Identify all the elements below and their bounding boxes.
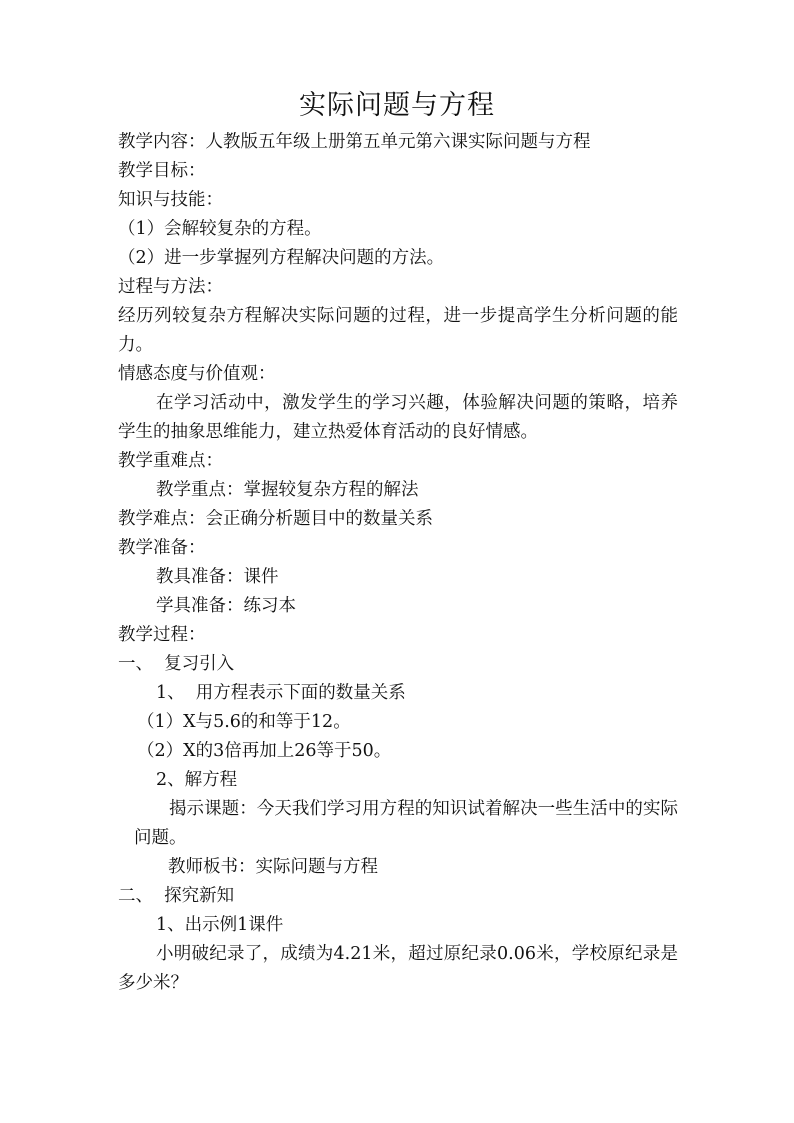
knowledge-skills-heading: 知识与技能： [118, 190, 223, 210]
document-title: 实际问题与方程 [299, 90, 495, 121]
example-item-1: 1、出示例1课件 [156, 915, 284, 935]
teaching-key-point: 教学重点：掌握较复杂方程的解法 [156, 480, 419, 500]
review-item-2: 2、解方程 [156, 770, 238, 790]
review-subitem-1: （1）X与5.6的和等于12。 [137, 712, 351, 732]
attitude-values-heading: 情感态度与价值观： [118, 364, 276, 384]
teaching-content-line: 教学内容：人教版五年级上册第五单元第六课实际问题与方程 [118, 132, 591, 152]
key-difficult-heading: 教学重难点： [118, 451, 223, 471]
example-problem-paragraph: 小明破纪录了，成绩为4.21米，超过原纪录0.06米，学校原纪录是多少米？ [118, 944, 678, 993]
skill-item-1: （1）会解较复杂的方程。 [118, 219, 322, 239]
process-method-heading: 过程与方法： [118, 277, 223, 297]
section-one-heading: 一、 复习引入 [118, 654, 235, 674]
board-writing-line: 教师板书：实际问题与方程 [168, 857, 378, 877]
process-method-paragraph: 经历列较复杂方程解决实际问题的过程，进一步提高学生分析问题的能力。 [118, 306, 678, 355]
review-subitem-2: （2）X的3倍再加上26等于50。 [137, 741, 392, 761]
teaching-goals-heading: 教学目标： [118, 161, 206, 181]
teaching-process-heading: 教学过程： [118, 625, 206, 645]
reveal-topic-paragraph: 揭示课题：今天我们学习用方程的知识试着解决一些生活中的实际问题。 [134, 799, 678, 848]
attitude-values-paragraph: 在学习活动中，激发学生的学习兴趣，体验解决问题的策略，培养学生的抽象思维能力，建立热爱体育活动的良好情感。 [118, 393, 678, 442]
teaching-prep-heading: 教学准备： [118, 538, 206, 558]
teaching-difficult-point: 教学难点：会正确分析题目中的数量关系 [118, 509, 433, 529]
review-item-1: 1、 用方程表示下面的数量关系 [156, 683, 406, 703]
teaching-aid-prep: 教具准备：课件 [156, 567, 279, 587]
skill-item-2: （2）进一步掌握列方程解决问题的方法。 [118, 248, 445, 268]
section-two-heading: 二、 探究新知 [118, 886, 235, 906]
student-prep: 学具准备：练习本 [156, 596, 296, 616]
